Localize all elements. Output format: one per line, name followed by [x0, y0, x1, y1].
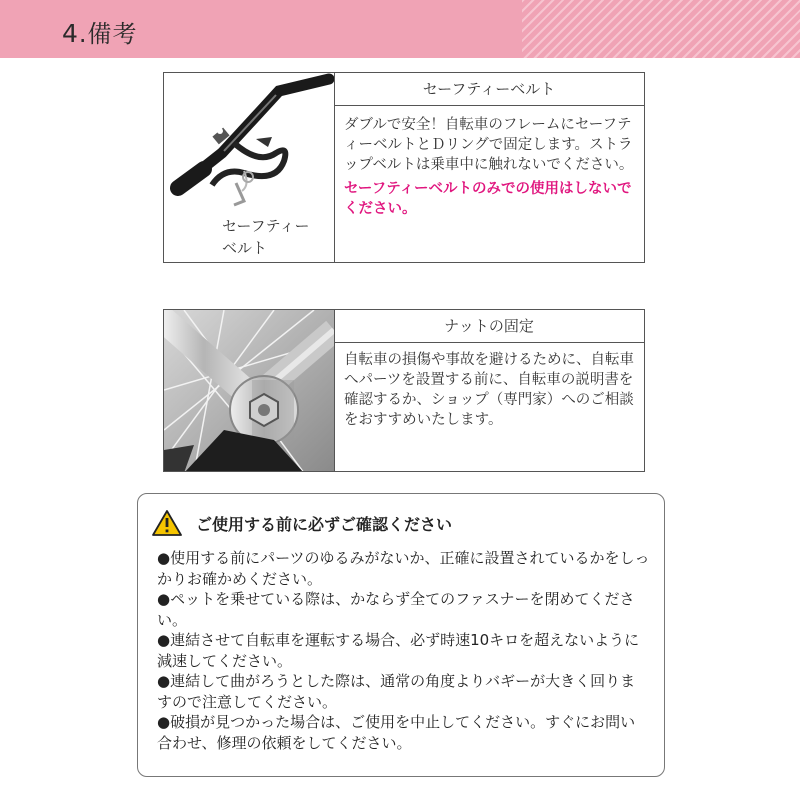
- safety-belt-warning: セーフティーベルトのみでの使用はしないでください。: [344, 181, 632, 217]
- safety-belt-title: セーフティーベルト: [334, 73, 644, 106]
- section-title: [62, 14, 138, 49]
- caution-item: ●ペットを乗せている際は、かならず全てのファスナーを閉めてください。: [157, 590, 635, 629]
- caution-title-text: ご使用する前に必ずご確認ください: [196, 514, 453, 534]
- caution-item: ●破損が見つかった場合は、ご使用を中止してください。すぐにお問い合わせ、修理の依頼をしてください。: [157, 713, 636, 752]
- safety-belt-photo: [164, 73, 335, 262]
- warning-triangle-icon: [152, 510, 182, 536]
- caution-title: [152, 510, 452, 536]
- safety-belt-description: [334, 105, 644, 262]
- caution-item: ●使用する前にパーツのゆるみがないか、正確に設置されているかをしっかりお確かめください。: [157, 549, 650, 588]
- safety-belt-label: [222, 215, 309, 259]
- caution-notice: [137, 493, 665, 777]
- section-header: [0, 0, 800, 58]
- section-number-separator: .: [78, 20, 88, 48]
- wrench-nut-illustration: [164, 310, 334, 471]
- safety-belt-panel: [163, 72, 645, 263]
- safety-belt-text: ダブルで安全！自転車のフレームにセーフティーベルトとＤリングで固定します。ストラップベルトは乗車中に触れないでください。: [344, 117, 634, 173]
- header-stripe-pattern: [522, 0, 800, 58]
- caution-item: ●連結して曲がろうとした際は、通常の角度よりバギーが大きく回りますので注意してください。: [157, 672, 636, 711]
- caution-list: [157, 548, 650, 753]
- nut-fixing-title: ナットの固定: [334, 310, 644, 343]
- section-title-text: 備考: [87, 20, 138, 48]
- nut-fixing-photo: [164, 310, 335, 471]
- nut-fixing-panel: [163, 309, 645, 472]
- caution-item: ●連結させて自転車を運転する場合、必ず時速10キロを超えないように減速してください。: [157, 631, 640, 670]
- nut-fixing-description: 自転車の損傷や事故を避けるために、自転車へパーツを設置する前に、自転車の説明書を確認するか、ショップ（専門家）へのご相談をおすすめいたします。: [344, 352, 634, 428]
- section-number: 4: [62, 19, 79, 48]
- safety-belt-label-line2: ベルト: [222, 239, 268, 257]
- safety-belt-label-line1: セーフティー: [222, 217, 310, 235]
